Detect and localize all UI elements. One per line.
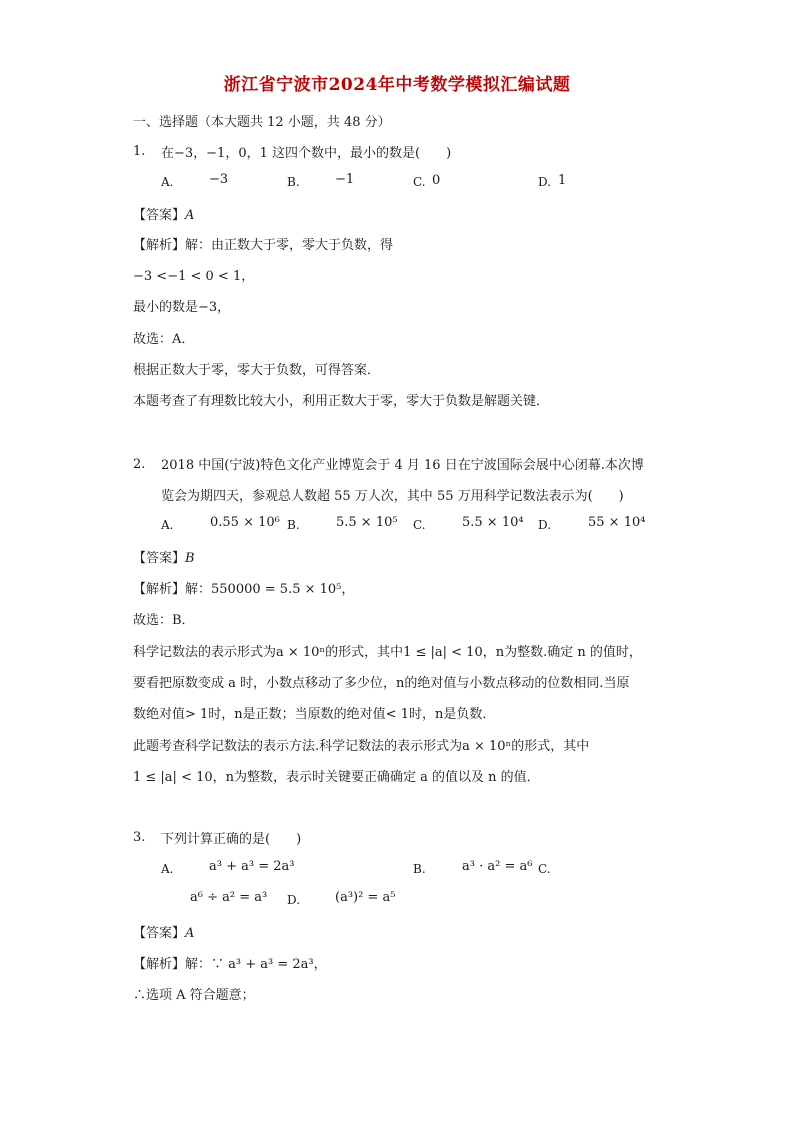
q1-answer-label: 【答案】: [133, 208, 186, 223]
q1-option-b-letter: B.: [287, 175, 300, 189]
q1-analysis-line-3: 最小的数是−3，: [133, 300, 231, 315]
q3-option-a-letter: A.: [161, 862, 174, 876]
q3-option-d-value: (a³)² = a⁵: [335, 890, 396, 905]
q2-analysis-line-1: [133, 578, 354, 597]
q2-answer: [133, 547, 195, 566]
q2-option-b-letter: B.: [287, 518, 300, 532]
q1-analysis-line-1: [133, 234, 393, 253]
q1-analysis-line-6: 本题考查了有理数比较大小，利用正数大于零，零大于负数是解题关键．: [133, 394, 550, 409]
q1-analysis-line-5: 根据正数大于零，零大于负数，可得答案．: [133, 363, 381, 378]
section-heading: 一、选择题（本大题共 12 小题，共 48 分）: [133, 115, 391, 130]
question-2-stem-line-2: 览会为期四天，参观总人数超 55 万人次，其中 55 万用科学记数法表示为( ): [161, 489, 624, 504]
q1-analysis-line-2: −3 <−1 < 0 < 1，: [133, 269, 255, 284]
q2-analysis-line-6: 此题考查科学记数法的表示方法.科学记数法的表示形式为a × 10ⁿ的形式，其中: [133, 739, 590, 754]
q1-option-c-value: 0: [432, 173, 441, 188]
q1-analysis-line-4: 故选：A．: [133, 332, 195, 347]
q1-option-a-letter: A.: [161, 175, 174, 189]
q2-analysis-line-2: 故选：B．: [133, 613, 195, 628]
q3-analysis-line-2: ∴选项 A 符合题意；: [133, 988, 255, 1003]
q2-answer-label: 【答案】: [133, 551, 186, 566]
question-1-number: 1.: [133, 144, 146, 159]
q2-analysis-line-4: 要看把原数变成 a 时，小数点移动了多少位，n的绝对值与小数点移动的位数相同.当原: [133, 676, 630, 691]
q1-analysis-label: 【解析】: [133, 238, 186, 253]
q3-option-b-value: a³ · a² = a⁶: [462, 859, 533, 874]
q3-analysis-text-1: 解：∵ a³ + a³ = 2a³，: [185, 957, 327, 972]
q2-option-a-letter: A.: [161, 518, 174, 532]
q3-option-b-letter: B.: [413, 862, 426, 876]
question-3-number: 3.: [133, 830, 146, 845]
q2-analysis-line-3: 科学记数法的表示形式为a × 10ⁿ的形式，其中1 ≤ |a| < 10，n为整数.确定 n 的值时，: [133, 645, 642, 660]
q2-option-d-value: 55 × 10⁴: [588, 515, 646, 530]
q1-option-d-letter: D.: [538, 175, 552, 189]
q3-option-a-value: a³ + a³ = 2a³: [209, 859, 295, 874]
q1-option-c-letter: C.: [413, 175, 426, 189]
q2-option-c-value: 5.5 × 10⁴: [462, 515, 524, 530]
q2-option-a-value: 0.55 × 10⁶: [210, 515, 280, 530]
q2-analysis-text-1: 解：550000 = 5.5 × 10⁵，: [185, 582, 355, 597]
q1-option-b-value: −1: [335, 172, 355, 187]
q3-answer-value: A: [185, 926, 195, 941]
q1-option-d-value: 1: [558, 173, 567, 188]
q2-analysis-line-7: 1 ≤ |a| < 10，n为整数，表示时关键要正确确定 a 的值以及 n 的值．: [133, 770, 540, 785]
q2-analysis-line-5: 数绝对值> 1时，n是正数；当原数的绝对值< 1时，n是负数．: [133, 707, 496, 722]
q1-option-a-value: −3: [209, 172, 229, 187]
q3-option-d-letter: D.: [287, 893, 301, 907]
q3-answer: [133, 922, 194, 941]
q1-analysis-text-1: 解：由正数大于零，零大于负数，得: [185, 238, 394, 253]
question-1-stem: 在−3，−1，0，1 这四个数中，最小的数是( ): [161, 146, 452, 161]
question-3-stem: 下列计算正确的是( ): [161, 832, 302, 847]
q3-analysis-label: 【解析】: [133, 957, 186, 972]
q3-analysis-line-1: [133, 953, 327, 972]
q2-analysis-label: 【解析】: [133, 582, 186, 597]
question-2-stem-line-1: 2018 中国(宁波)特色文化产业博览会于 4 月 16 日在宁波国际会展中心闭幕.本次博: [161, 458, 644, 473]
q2-answer-value: B: [185, 551, 195, 566]
q2-option-d-letter: D.: [538, 518, 552, 532]
question-2-number: 2.: [133, 457, 146, 472]
q1-answer-value: A: [185, 208, 195, 223]
q2-option-c-letter: C.: [413, 518, 426, 532]
q1-answer: [133, 204, 194, 223]
q3-option-c-letter: C.: [538, 862, 551, 876]
q3-answer-label: 【答案】: [133, 926, 186, 941]
document-title: 浙江省宁波市2024年中考数学模拟汇编试题: [223, 75, 571, 95]
q2-option-b-value: 5.5 × 10⁵: [336, 515, 398, 530]
q3-option-c-value: a⁶ ÷ a² = a³: [190, 890, 268, 905]
